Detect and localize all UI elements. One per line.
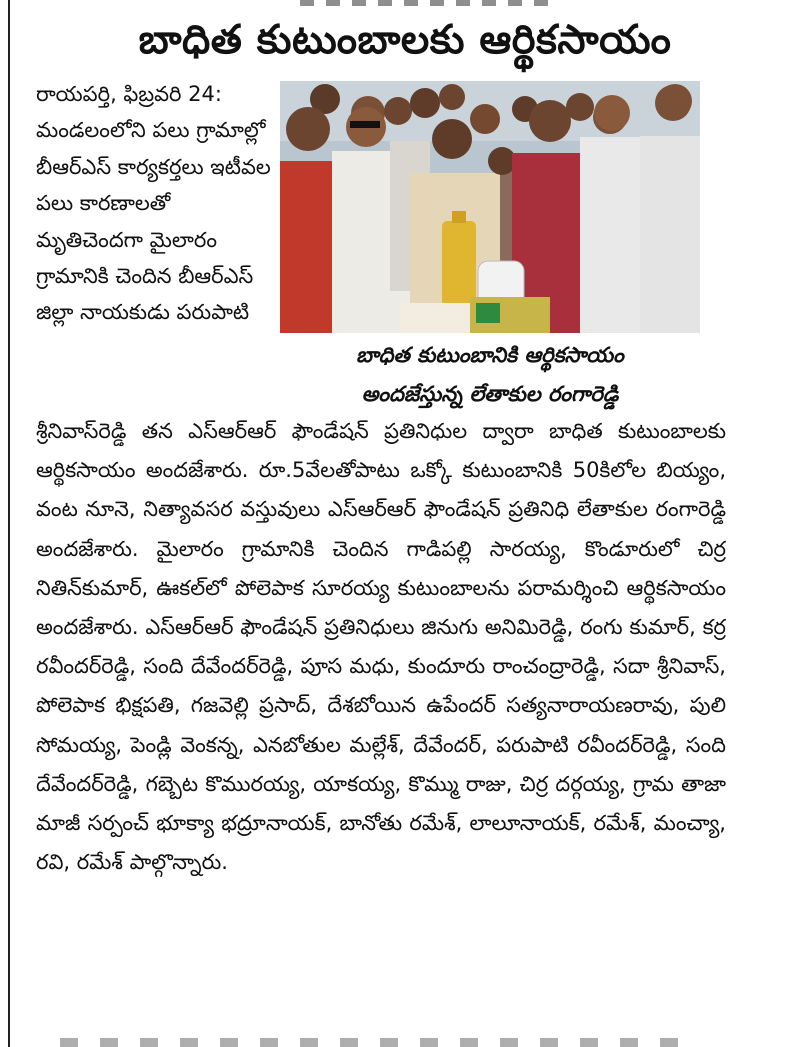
- article-body: శ్రీనివాస్‌రెడ్డి తన ఎస్ఆర్ఆర్ ఫౌండేషన్ ప్రతినిధుల ద్వారా బాధిత కుటుంబాలకు ఆర్థికసాయం అందజేశారు. రూ.5వేలతోపాటు ఒక్కో కుటుంబానికి 50కిలోల బియ్యం, వంట నూనె, నిత్యావసర వస్తువులు ఎస్ఆర్ఆర్ ఫౌండేషన్ ప్రతినిధి లేతాకుల రంగారెడ్డి అందజేశారు. మైలారం గ్రామానికి చెందిన గాడిపల్లి సారయ్య, కొండూరులో చిర్ర నితిన్‌కుమార్, ఊకల్‌లో పోలెపాక సూరయ్య కుటుంబాలను పరామర్శించి ఆర్థికసాయం అందజేశారు. ఎస్ఆర్ఆర్ ఫౌండేషన్ ప్రతినిధులు జినుగు అనిమిరెడ్డి, రంగు కుమార్, కర్ర రవీందర్‌రెడ్డి, సంది దేవేందర్‌రెడ్డి, పూస మధు, కుందూరు రాంచంద్రారెడ్డి, సదా శ్రీనివాస్, పోలెపాక భిక్షపతి, గజవెల్లి ప్రసాద్, దేశబోయిన ఉపేందర్ సత్యనారాయణరావు, పులి సోమయ్య, పెండ్లి వెంకన్న, ఎనబోతుల మల్లేశ్, దేవేందర్, పరుపాటి రవీందర్‌రెడ్డి, సంది దేవేందర్‌రెడ్డి, గబ్బెట కొమురయ్య, యాకయ్య, కొమ్ము రాజు, చిర్ర దర్గయ్య, గ్రామ తాజా మాజీ సర్పంచ్ భూక్యా భద్రూనాయక్, బానోతు రమేశ్, లాలూనాయక్, రమేశ్, మంచ్యా, రవి, రమేశ్ పాల్గొన్నారు.: [36, 419, 726, 875]
- photo-caption-line-1: బాధిత కుటుంబానికి ఆర్థికసాయం: [356, 343, 624, 367]
- column-rule: [8, 0, 10, 1047]
- lead-paragraph: రాయపర్తి, ఫిబ్రవరి 24: మండలంలోని పలు గ్రామాల్లో బీఆర్ఎస్ కార్యకర్తలు ఇటీవల పలు కారణాలతో మృతిచెందగా మైలారం గ్రామానికి చెందిన బీఆర్ఎస్ జిల్లా నాయకుడు పరుపాటి: [36, 82, 271, 325]
- cropped-text-bottom: [60, 1038, 680, 1047]
- cropped-text-top: [300, 0, 560, 6]
- photo-caption-line-2: అందజేస్తున్న లేతాకుల రంగారెడ్డి: [361, 382, 619, 406]
- headline: బాధిత కుటుంబాలకు ఆర్థికసాయం: [138, 17, 672, 63]
- news-photo: [280, 81, 700, 333]
- photo-illustration: [280, 81, 700, 333]
- photo-caption: [280, 336, 700, 414]
